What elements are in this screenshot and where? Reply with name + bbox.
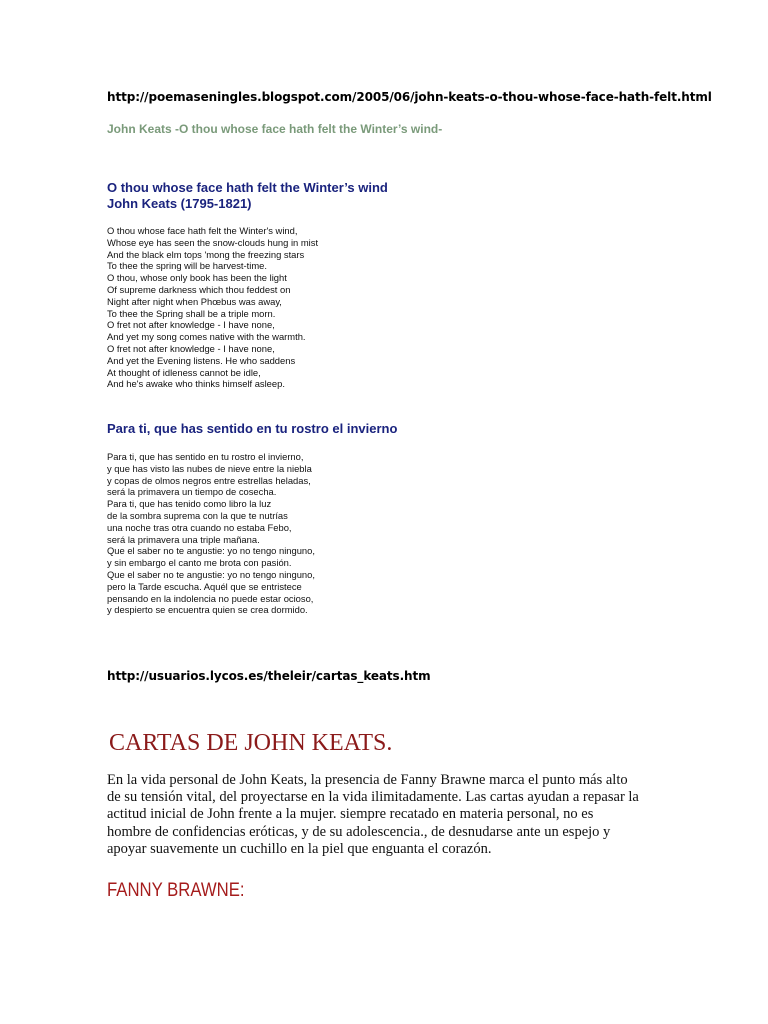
poem-english: [107, 225, 318, 390]
poem-line: To thee the Spring shall be a triple morn.: [107, 307, 276, 319]
poem-line: O fret not after knowledge - I have none,: [107, 342, 275, 354]
poem-author: John Keats (1795-1821): [107, 196, 252, 211]
poem-line: Que el saber no te angustie: yo no tengo ninguno,: [107, 545, 315, 557]
poem-line: And he's awake who thinks himself asleep.: [107, 378, 285, 390]
poem-line: Night after night when Phœbus was away,: [107, 295, 282, 307]
poem-line: será la primavera una triple mañana.: [107, 533, 260, 545]
poem-line: O thou whose face hath felt the Winter's wind,: [107, 225, 298, 236]
paragraph-line: En la vida personal de John Keats, la presencia de Fanny Brawne marca el punto más alto: [107, 772, 628, 788]
poem-line: y que has visto las nubes de nieve entre la niebla: [107, 462, 312, 474]
poem-line: Of supreme darkness which thou feddest on: [107, 283, 291, 295]
fanny-brawne-heading: FANNY BRAWNE:: [107, 880, 245, 901]
poem-line: To thee the spring will be harvest-time.: [107, 260, 267, 272]
poem-line: pensando en la indolencia no puede estar ocioso,: [107, 592, 314, 604]
poem-line: y sin embargo el canto me brota con pasión.: [107, 557, 292, 569]
poem-line: O thou, whose only book has been the light: [107, 272, 287, 284]
poem-line: O fret not after knowledge - I have none,: [107, 319, 275, 331]
poem-line: será la primavera un tiempo de cosecha.: [107, 486, 277, 498]
source-url-1[interactable]: http://poemaseningles.blogspot.com/2005/06/john-keats-o-thou-whose-face-hath-felt.html: [107, 90, 712, 104]
poem-line: Whose eye has seen the snow-clouds hung in mist: [107, 236, 319, 248]
poem-line: At thought of idleness cannot be idle,: [107, 366, 261, 378]
paragraph-line: apoyar suavemente un cuchillo en la piel que enguanta el corazón.: [107, 840, 492, 857]
poem-line: pero la Tarde escucha. Aquél que se entristece: [107, 580, 302, 592]
poem-line: Para ti, que has tenido como libro la luz: [107, 498, 272, 510]
poem-line: And yet my song comes native with the warmth.: [107, 331, 306, 343]
poem-line: y copas de olmos negros entre estrellas heladas,: [107, 474, 311, 486]
poem-line: Para ti, que has sentido en tu rostro el invierno,: [107, 451, 304, 462]
source-subtitle: John Keats -O thou whose face hath felt the Winter’s wind-: [107, 122, 443, 136]
intro-paragraph: [107, 772, 667, 858]
poem-line: de la sombra suprema con la que te nutrías: [107, 509, 288, 521]
spanish-poem-title: Para ti, que has sentido en tu rostro el invierno: [107, 421, 398, 436]
cartas-heading: CARTAS DE JOHN KEATS.: [109, 730, 393, 756]
source-url-2[interactable]: http://usuarios.lycos.es/theleir/cartas_keats.htm: [107, 669, 431, 683]
poem-line: And the black elm tops 'mong the freezing stars: [107, 248, 305, 260]
poem-title-block: [107, 180, 388, 212]
poem-title: O thou whose face hath felt the Winter’s wind: [107, 180, 388, 195]
poem-line: And yet the Evening listens. He who saddens: [107, 354, 296, 366]
paragraph-line: actitud inicial de John frente a la mujer. siempre recatado en materia personal, no es: [107, 806, 594, 823]
poem-line: y despierto se encuentra quien se crea dormido.: [107, 604, 308, 616]
paragraph-line: hombre de confidencias eróticas, y de su adolescencia., de desnudarse ante un espejo y: [107, 823, 611, 840]
poem-line: Que el saber no te angustie: yo no tengo ninguno,: [107, 568, 315, 580]
paragraph-line: de su tensión vital, del proyectarse en la vida ilimitadamente. Las cartas ayudan a repasar la: [107, 789, 639, 806]
poem-spanish: [107, 451, 315, 616]
poem-line: una noche tras otra cuando no estaba Febo,: [107, 521, 292, 533]
